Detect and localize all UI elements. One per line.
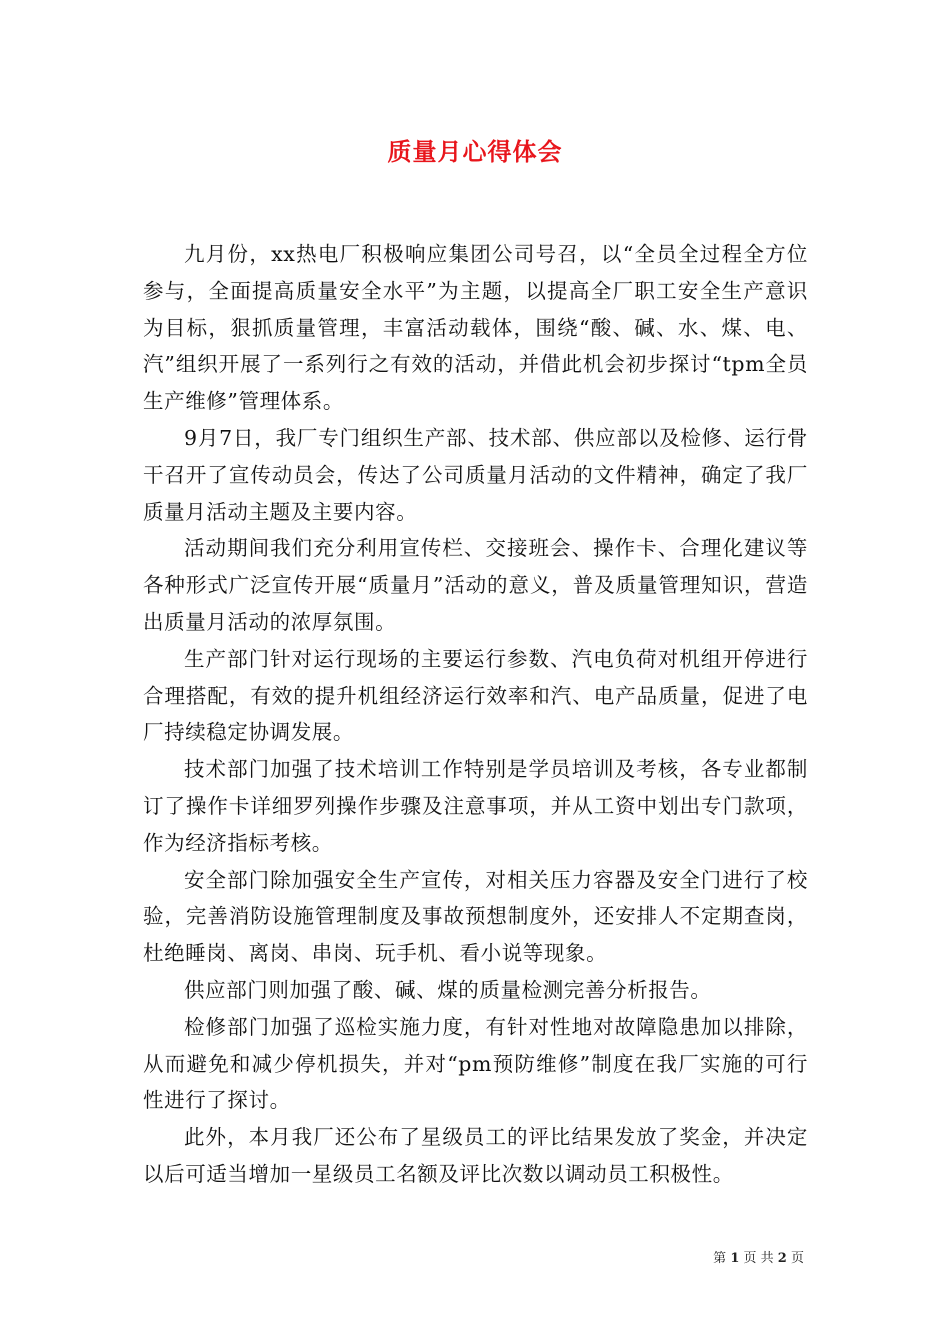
page-title: 质量月心得体会: [387, 137, 563, 166]
paragraph: 活动期间我们充分利用宣传栏、交接班会、操作卡、合理化建议等各种形式广泛宣传开展“质量月”活动的意义，普及质量管理知识，营造出质量月活动的浓厚氛围。: [143, 536, 808, 634]
paragraph: 安全部门除加强安全生产宣传，对相关压力容器及安全门进行了校验，完善消防设施管理制度及事故预想制度外，还安排人不定期查岗，杜绝睡岗、离岗、串岗、玩手机、看小说等现象。: [143, 867, 808, 966]
current-page-number: 1: [730, 1251, 740, 1266]
document-body: [143, 236, 808, 1193]
page-number-footer: [713, 1247, 804, 1266]
paragraph: 检修部门加强了巡检实施力度，有针对性地对故障隐患加以排除，从而避免和减少停机损失，并对“pm预防维修”制度在我厂实施的可行性进行了探讨。: [143, 1014, 808, 1113]
paragraph: 供应部门则加强了酸、碱、煤的质量检测完善分析报告。: [184, 977, 712, 1002]
total-page-number: 2: [777, 1251, 787, 1266]
footer-middle: 页 共: [743, 1251, 774, 1266]
paragraph: 此外，本月我厂还公布了星级员工的评比结果发放了奖金，并决定以后可适当增加一星级员工名额及评比次数以调动员工积极性。: [143, 1125, 808, 1186]
paragraph: 九月份，xx热电厂积极响应集团公司号召，以“全员全过程全方位参与，全面提高质量安全水平”为主题，以提高全厂职工安全生产意识为目标，狠抓质量管理，丰富活动载体，围绕“酸、碱、水、煤、电、汽”组织开展了一系列行之有效的活动，并借此机会初步探讨“tpm全员生产维修”管理体系。: [143, 242, 808, 414]
paragraph: 生产部门针对运行现场的主要运行参数、汽电负荷对机组开停进行合理搭配，有效的提升机组经济运行效率和汽、电产品质量，促进了电厂持续稳定协调发展。: [143, 646, 808, 745]
footer-suffix: 页: [790, 1251, 804, 1266]
paragraph: 9月7日，我厂专门组织生产部、技术部、供应部以及检修、运行骨干召开了宣传动员会，传达了公司质量月活动的文件精神，确定了我厂质量月活动主题及主要内容。: [143, 425, 808, 524]
paragraph: 技术部门加强了技术培训工作特别是学员培训及考核，各专业都制订了操作卡详细罗列操作步骤及注意事项，并从工资中划出专门款项，作为经济指标考核。: [143, 757, 808, 855]
footer-prefix: 第: [713, 1251, 727, 1266]
